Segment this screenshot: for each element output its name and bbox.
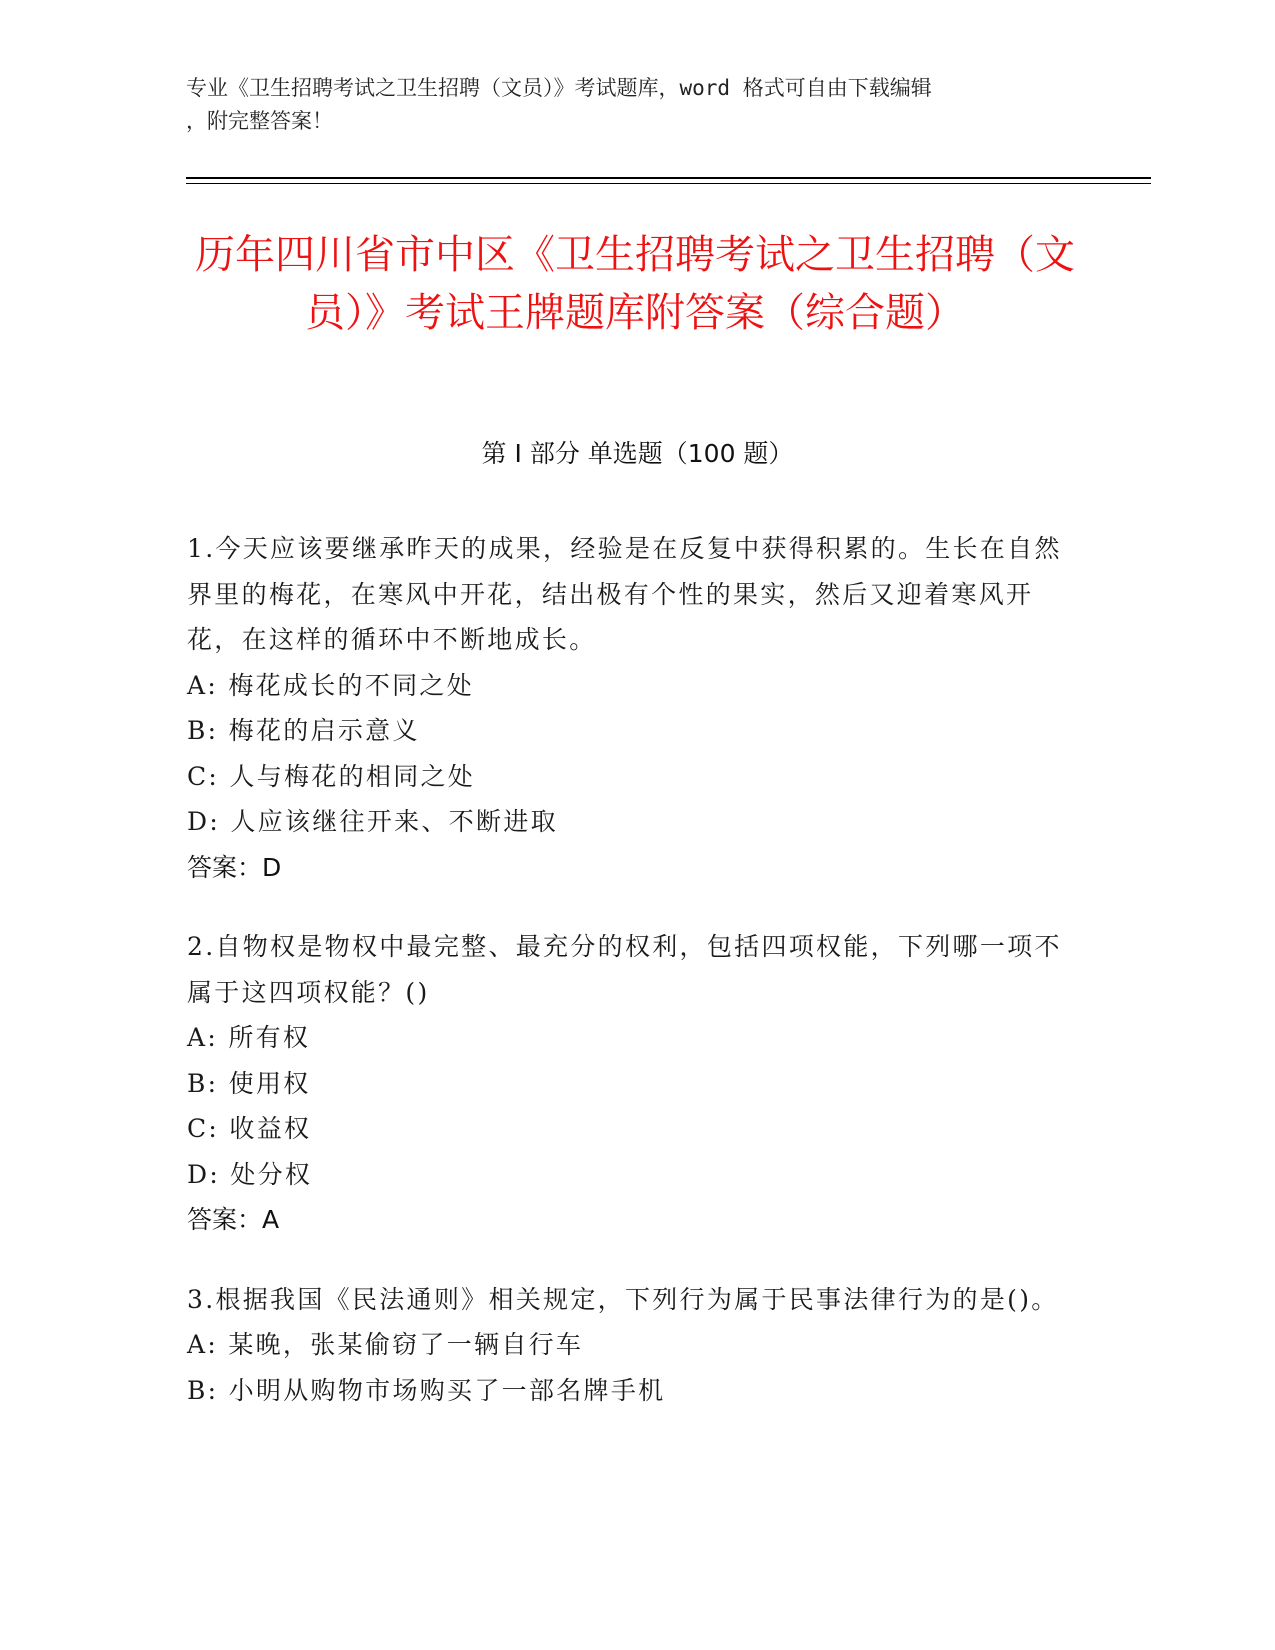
option-b: B: 梅花的启示意义: [187, 716, 420, 745]
question-2: [187, 924, 1067, 1243]
question-stem: 2.自物权是物权中最完整、最充分的权利，包括四项权能，下列哪一项不属于这四项权能？(): [187, 932, 1062, 1007]
option-d: D: 处分权: [187, 1159, 313, 1189]
question-stem: 3.根据我国《民法通则》相关规定，下列行为属于民事法律行为的是()。: [187, 1284, 1059, 1314]
option-a: A: 所有权: [187, 1023, 311, 1052]
header-divider-thick: [186, 177, 1151, 179]
option-a: A: 某晚，张某偷窃了一辆自行车: [187, 1330, 584, 1359]
header-note-line1: 专业《卫生招聘考试之卫生招聘（文员）》考试题库，word 格式可自由下载编辑: [186, 76, 932, 100]
option-b: B: 小明从购物市场购买了一部名牌手机: [187, 1375, 666, 1405]
section-title: 第 I 部分 单选题（100 题）: [481, 439, 794, 468]
option-a: A: 梅花成长的不同之处: [187, 670, 475, 700]
option-c: C: 人与梅花的相同之处: [187, 761, 476, 791]
header-note-line2: ，附完整答案！: [186, 109, 333, 133]
question-3: [187, 1277, 1067, 1414]
answer: 答案：A: [187, 1205, 280, 1234]
option-b: B: 使用权: [187, 1068, 311, 1098]
option-c: C: 收益权: [187, 1114, 312, 1143]
question-stem: 1.今天应该要继承昨天的成果，经验是在反复中获得积累的。生长在自然界里的梅花，在寒风中开花，结出极有个性的果实，然后又迎着寒风开花，在这样的循环中不断地成长。: [187, 534, 1062, 654]
header-divider-thin: [186, 183, 1151, 184]
question-list: [187, 526, 1067, 1447]
header-note: [186, 72, 1066, 138]
answer: 答案：D: [187, 852, 282, 882]
option-d: D: 人应该继往开来、不断进取: [187, 807, 558, 836]
question-1: [187, 526, 1067, 890]
document-title: 历年四川省市中区《卫生招聘考试之卫生招聘（文员）》考试王牌题库附答案（综合题）: [195, 232, 1075, 336]
